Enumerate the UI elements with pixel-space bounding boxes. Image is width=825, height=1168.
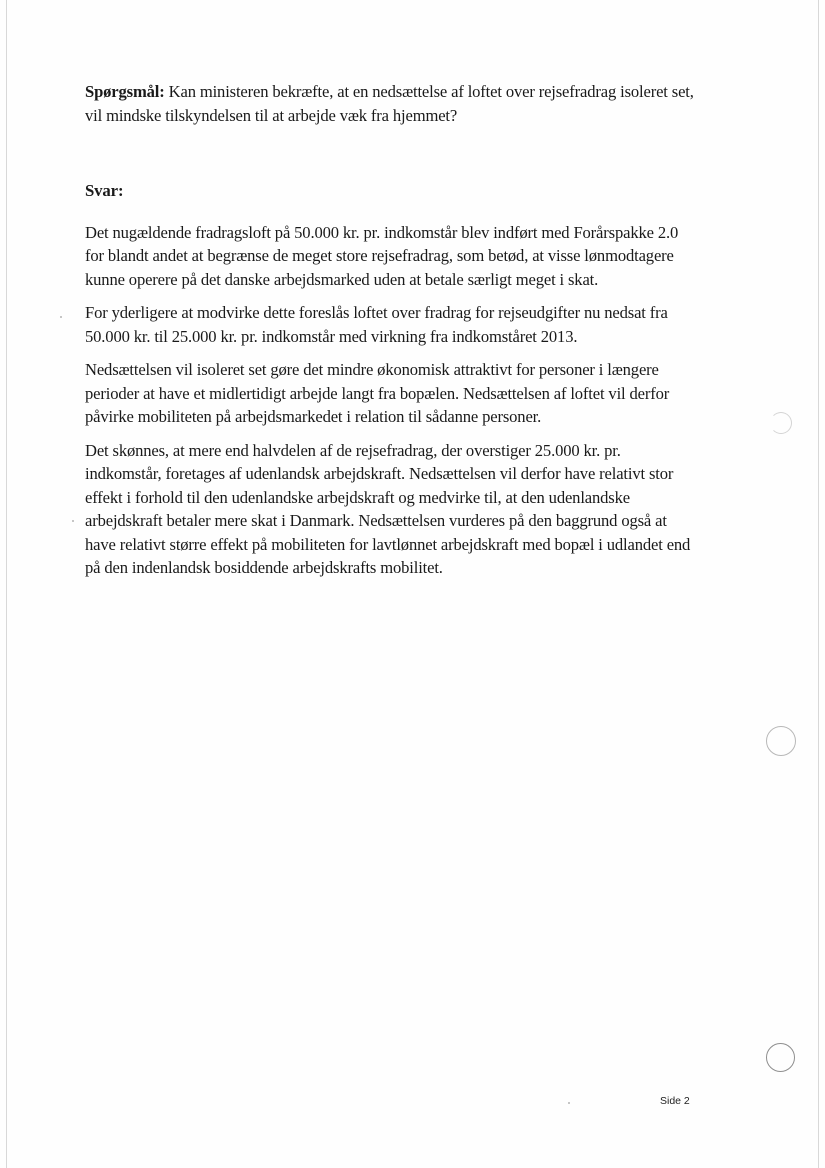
punch-hole-top bbox=[770, 412, 792, 434]
left-edge-line bbox=[6, 0, 7, 1168]
page-number: Side 2 bbox=[660, 1095, 690, 1107]
punch-hole-bottom bbox=[766, 1043, 795, 1072]
scan-speck bbox=[72, 520, 74, 522]
answer-paragraph-3: Nedsættelsen vil isoleret set gøre det mindre økonomisk attraktivt for personer i længere perioder at have et midlertidigt arbejde langt fra bopælen. Nedsættelsen af loftet vil derfor påvirke mobiliteten på arbejdsmarkedet i relation til sådanne personer. bbox=[85, 360, 670, 426]
answer-heading: Svar: bbox=[85, 181, 124, 200]
scan-speck bbox=[60, 316, 62, 318]
question-paragraph bbox=[85, 80, 697, 127]
scan-speck bbox=[568, 1102, 570, 1104]
punch-hole-middle bbox=[766, 726, 796, 756]
answer-paragraph-2: For yderligere at modvirke dette foreslås loftet over fradrag for rejseudgifter nu nedsat fra 50.000 kr. til 25.000 kr. pr. indkomstår med virkning fra indkomståret 2013. bbox=[85, 303, 668, 346]
right-edge-line bbox=[818, 0, 819, 1168]
document-body bbox=[85, 80, 697, 580]
answer-paragraph-4: Det skønnes, at mere end halvdelen af de rejsefradrag, der overstiger 25.000 kr. pr. indkomstår, foretages af udenlandsk arbejdskraft. Nedsættelsen vil derfor have relativt stor effekt i forhold til den udenlandske arbejdskraft og medvirke til, at den udenlandske arbejdskraft betaler mere skat i Danmark. Nedsættelsen vurderes på den baggrund også at have relativt større effekt på mobiliteten for lavtlønnet arbejdskraft med bopæl i udlandet end på den indenlandsk bosiddende arbejdskrafts mobilitet. bbox=[85, 440, 691, 577]
answer-paragraph-1: Det nugældende fradragsloft på 50.000 kr. pr. indkomstår blev indført med Forårspakke 2.0 for blandt andet at begrænse de meget store rejsefradrag, som betød, at visse lønmodtagere kunne operere på det danske arbejdsmarked uden at betale særligt meget i skat. bbox=[85, 222, 679, 289]
question-text: Kan ministeren bekræfte, at en nedsættelse af loftet over rejsefradrag isoleret set, vil mindske tilskyndelsen til at arbejde væk fra hjemmet? bbox=[85, 82, 694, 125]
question-label: Spørgsmål: bbox=[85, 82, 165, 101]
